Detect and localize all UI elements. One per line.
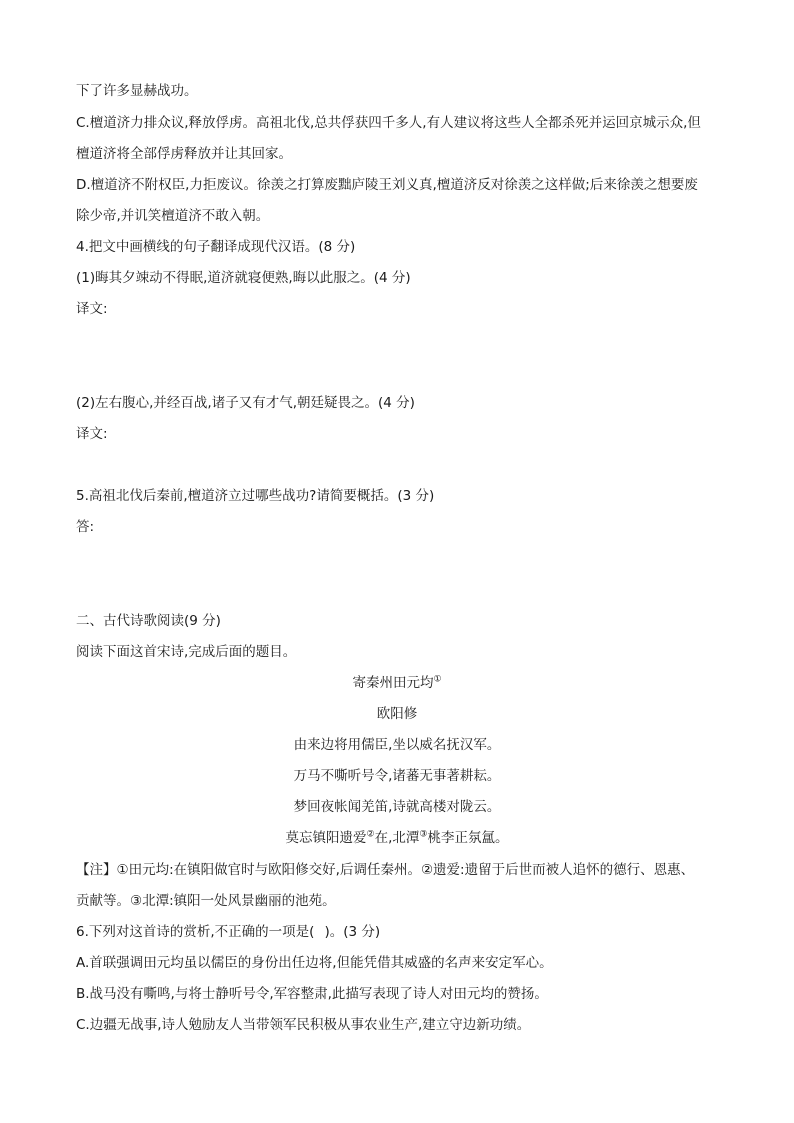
poem-title-note: ① [433, 674, 442, 685]
poem-line-4-a: 莫忘镇阳遗爱 [285, 830, 367, 846]
poem-line-4-b: 在,北潭 [374, 830, 420, 846]
answer-label: 答: [76, 519, 95, 535]
option-d-line1: D.檀道济不附权臣,力拒废议。徐羡之打算废黜庐陵王刘义真,檀道济反对徐羡之这样做;后来徐羡之想要废 [76, 177, 698, 193]
question-6 [76, 923, 380, 941]
poem-line-2: 万马不嘶听号令,诸蕃无事著耕耘。 [293, 768, 501, 784]
question-4: 4.把文中画横线的句子翻译成现代汉语。(8 分) [76, 239, 356, 255]
option-c-line2: 檀道济将全部俘虏释放并让其回家。 [76, 146, 292, 162]
poem-author: 欧阳修 [376, 706, 418, 722]
translation-label-2: 译文: [76, 426, 108, 442]
poem-title-text: 寄秦州田元均 [352, 675, 434, 691]
notes-line-1: 【注】①田元均:在镇阳做官时与欧阳修交好,后调任秦州。②遗爱:遗留于后世而被人追怀的德行、恩惠、 [76, 862, 695, 878]
section-heading: 二、古代诗歌阅读(9 分) [76, 613, 221, 629]
option-c-line1: C.檀道济力排众议,释放俘虏。高祖北伐,总共俘获四千多人,有人建议将这些人全都杀死并运回京城示众,但 [76, 115, 701, 131]
translation-label-1: 译文: [76, 301, 108, 317]
question-5: 5.高祖北伐后秦前,檀道济立过哪些战功?请简要概括。(3 分) [76, 488, 435, 504]
poem-line-4-c: 桃李正氛氲。 [427, 830, 509, 846]
poem-title [0, 674, 794, 692]
notes-line-2: 贡献等。③北潭:镇阳一处风景幽丽的池苑。 [76, 893, 336, 909]
instruction: 阅读下面这首宋诗,完成后面的题目。 [76, 644, 297, 660]
line-conclusion: 下了许多显赫战功。 [76, 83, 198, 99]
poem-note-2-mark: ② [366, 829, 375, 840]
question-4-2: (2)左右腹心,并经百战,诸子又有才气,朝廷疑畏之。(4 分) [76, 395, 415, 411]
question-4-1: (1)晦其夕竦动不得眠,道济就寝便熟,晦以此服之。(4 分) [76, 270, 411, 286]
poem-line-4 [0, 829, 794, 847]
option-d-line2: 除少帝,并讥笑檀道济不敢入朝。 [76, 208, 270, 224]
poem-line-3: 梦回夜帐闻羌笛,诗就高楼对陇云。 [293, 799, 501, 815]
question-6-stem-a: 6.下列对这首诗的赏析,不正确的一项是( [76, 924, 315, 940]
poem-note-3-mark: ③ [419, 829, 428, 840]
poem-line-1: 由来边将用儒臣,坐以威名抚汉军。 [293, 737, 501, 753]
option-6c: C.边疆无战事,诗人勉励友人当带领军民积极从事农业生产,建立守边新功绩。 [76, 1017, 531, 1033]
option-6b: B.战马没有嘶鸣,与将士静听号令,军容整肃,此描写表现了诗人对田元均的赞扬。 [76, 986, 548, 1002]
question-6-stem-b: )。(3 分) [324, 924, 381, 940]
option-6a: A.首联强调田元均虽以儒臣的身份出任边将,但能凭借其威盛的名声来安定军心。 [76, 955, 553, 971]
